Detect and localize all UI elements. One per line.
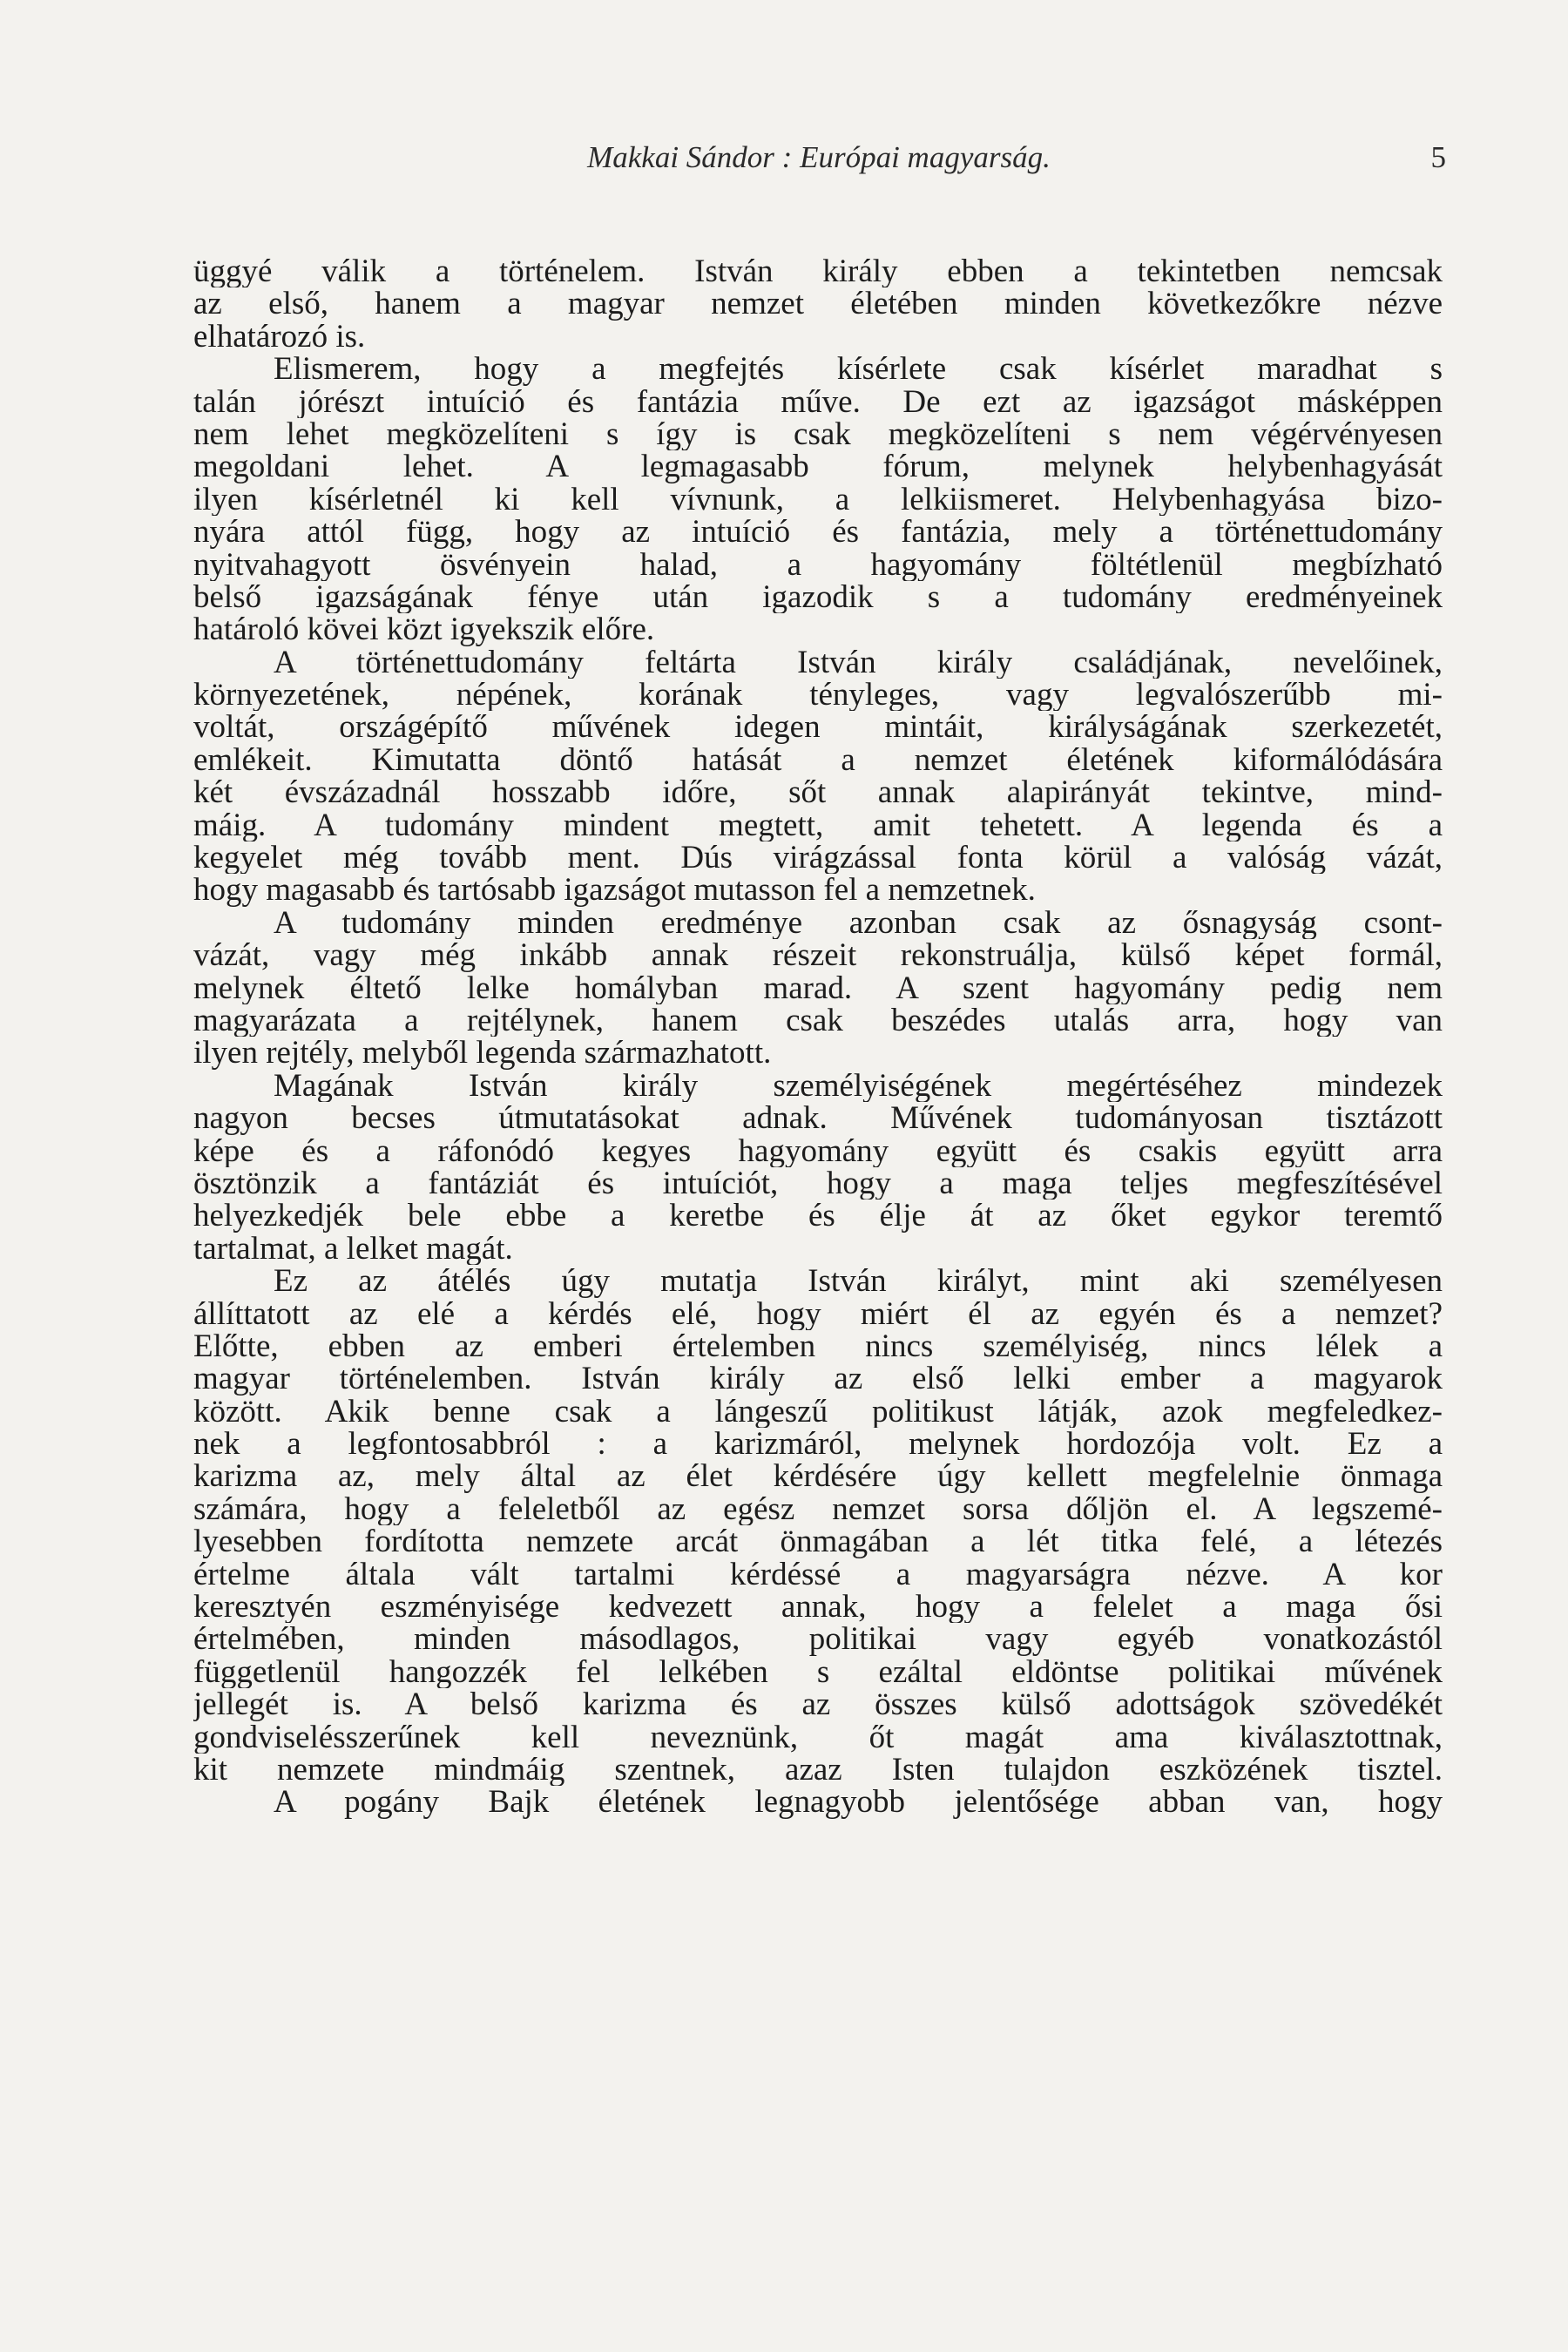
paragraph-first-line: Elismerem, hogy a megfejtés kísérlete csak kísérlet maradhat s <box>274 353 1443 386</box>
text-line: máig. A tudomány mindent megtett, amit tehetett. A legenda és a <box>193 808 1443 842</box>
text-line: között. Akik benne csak a lángeszű politikust látják, azok megfeledkez- <box>193 1395 1443 1429</box>
text-line: állíttatott az elé a kérdés elé, hogy miért él az egyén és a nemzet? <box>193 1297 1443 1330</box>
text-line: Előtte, ebben az emberi értelemben nincs személyiség, nincs lélek a <box>193 1329 1443 1363</box>
text-line: talán jórészt intuíció és fantázia műve. De ezt az igazságot másképpen <box>193 385 1443 418</box>
text-line: függetlenül hangozzék fel lelkében s ezáltal eldöntse politikai művének <box>193 1655 1443 1689</box>
text-line: ilyen kísérletnél ki kell vívnunk, a lelkiismeret. Helybenhagyása bizo- <box>193 483 1443 517</box>
text-line: belső igazságának fénye után igazodik s a tudomány eredményeinek <box>193 580 1443 614</box>
text-line: értelme általa vált tartalmi kérdéssé a magyarságra nézve. A kor <box>193 1558 1443 1592</box>
text-line: nek a legfontosabbról : a karizmáról, melynek hordozója volt. Ez a <box>193 1428 1443 1461</box>
running-title: Makkai Sándor : Európai magyarság. <box>587 140 1051 174</box>
text-line: magyar történelemben. István király az első lelki ember a magyarok <box>193 1362 1443 1396</box>
text-line: vázát, vagy még inkább annak részeit rekonstruálja, külső képet formál, <box>193 939 1443 972</box>
text-line: helyezkedjék bele ebbe a keretbe és élje át az őket egykor teremtő <box>193 1200 1443 1233</box>
text-line: értelmében, minden másodlagos, politikai vagy egyéb vonatkozástól <box>193 1623 1443 1656</box>
text-line: ilyen rejtély, melyből legenda származhatott. <box>193 1037 772 1070</box>
text-line: elhatározó is. <box>193 320 366 354</box>
text-line: képe és a ráfonódó kegyes hagyomány együtt és csakis együtt arra <box>193 1134 1443 1167</box>
text-line: karizma az, mely által az élet kérdésére úgy kellett megfelelnie önmaga <box>193 1460 1443 1493</box>
text-line: nyára attól függ, hogy az intuíció és fantázia, mely a történettudomány <box>193 516 1443 549</box>
text-line: környezetének, népének, korának tényleges, vagy legvalószerűbb mi- <box>193 679 1443 712</box>
text-line: kit nemzete mindmáig szentnek, azaz Isten tulajdon eszközének tisztel. <box>193 1753 1443 1787</box>
paragraph-first-line: A történettudomány feltárta István király családjának, nevelőinek, <box>274 645 1443 679</box>
text-line: melynek éltető lelke homályban marad. A szent hagyomány pedig nem <box>193 971 1443 1004</box>
text-line: lyesebben fordította nemzete arcát önmagában a lét titka felé, a létezés <box>193 1525 1443 1558</box>
paragraph-first-line: A tudomány minden eredménye azonban csak az ősnagyság csont- <box>274 906 1443 940</box>
text-line: emlékeit. Kimutatta döntő hatását a nemzet életének kiformálódására <box>193 743 1443 777</box>
running-header <box>192 136 1446 179</box>
text-line: megoldani lehet. A legmagasabb fórum, melynek helybenhagyását <box>193 450 1443 483</box>
text-line: tartalmat, a lelket magát. <box>193 1232 513 1266</box>
body-text <box>193 255 1443 2224</box>
text-line: az első, hanem a magyar nemzet életében minden következőkre nézve <box>193 287 1443 321</box>
text-line: számára, hogy a feleletből az egész nemzet sorsa dőljön el. A legszemé- <box>193 1492 1443 1526</box>
text-line: nyitvahagyott ösvényein halad, a hagyomány föltétlenül megbízható <box>193 548 1443 581</box>
text-line: gondviselésszerűnek kell neveznünk, őt magát ama kiválasztottnak, <box>193 1720 1443 1754</box>
text-line: kegyelet még tovább ment. Dús virágzással fonta körül a valóság vázát, <box>193 841 1443 875</box>
paragraph-first-line: Magának István király személyiségének megértéséhez mindezek <box>274 1069 1443 1103</box>
text-line: határoló kövei közt igyekszik előre. <box>193 613 655 646</box>
text-line: nem lehet megközelíteni s így is csak megközelíteni s nem végérvényesen <box>193 417 1443 451</box>
text-line: hogy magasabb és tartósabb igazságot mutasson fel a nemzetnek. <box>193 874 1036 907</box>
text-line: voltát, országépítő művének idegen mintáit, királyságának szerkezetét, <box>193 711 1443 744</box>
paragraph-first-line: Ez az átélés úgy mutatja István királyt, mint aki személyesen <box>274 1265 1443 1298</box>
text-line: ösztönzik a fantáziát és intuíciót, hogy a maga teljes megfeszítésével <box>193 1166 1443 1200</box>
text-line: nagyon becses útmutatásokat adnak. Művének tudományosan tisztázott <box>193 1102 1443 1135</box>
text-line: keresztyén eszményisége kedvezett annak, hogy a felelet a maga ősi <box>193 1591 1443 1624</box>
paragraph-first-line: A pogány Bajk életének legnagyobb jelentősége abban van, hogy <box>274 1786 1443 1819</box>
page-number: 5 <box>1430 140 1446 174</box>
text-line: magyarázata a rejtélynek, hanem csak beszédes utalás arra, hogy van <box>193 1004 1443 1037</box>
text-line: üggyé válik a történelem. István király ebben a tekintetben nemcsak <box>193 255 1443 288</box>
text-line: jellegét is. A belső karizma és az összes külső adottságok szövedékét <box>193 1688 1443 1721</box>
text-line: két évszázadnál hosszabb időre, sőt annak alapirányát tekintve, mind- <box>193 776 1443 809</box>
